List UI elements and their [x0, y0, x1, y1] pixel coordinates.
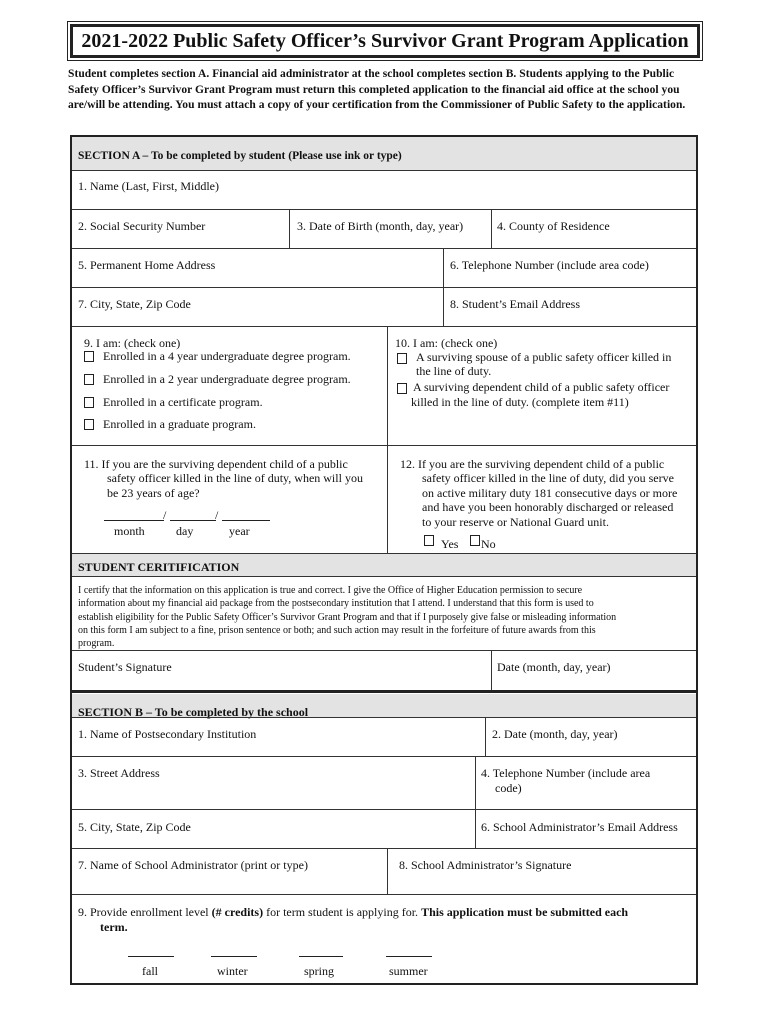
- q12-line2: safety officer killed in the line of duty, did you serve: [422, 471, 674, 485]
- q9-option-4yr: Enrolled in a 4 year undergraduate degree program.: [103, 349, 351, 363]
- q12-checkbox-no[interactable]: [470, 535, 480, 546]
- instructions: Student completes section A. Financial aid administrator at the school completes section B. Students applying to the Public Safety Officer’s Survivor Grant Program must return this completed application to the financial aid office at the school you are/will be attending. You must attach a copy of your certification from the Commissioner of Public Safety to the application.: [68, 68, 686, 111]
- q10-option-child-line2: killed in the line of duty. (complete item #11): [411, 395, 629, 409]
- q12-line5: to your reserve or National Guard unit.: [422, 515, 609, 529]
- q10-option-spouse-line1: A surviving spouse of a public safety officer killed in: [416, 350, 672, 364]
- field-admin-email[interactable]: 6. School Administrator’s Email Address: [481, 820, 678, 834]
- field-enrollment-level: 9. Provide enrollment level (# credits) for term student is applying for. This application must be submitted each: [78, 905, 629, 919]
- q10-label: 10. I am: (check one): [395, 336, 498, 350]
- section-b-header: SECTION B – To be completed by the school: [78, 705, 309, 719]
- q11-year-blank[interactable]: [222, 520, 270, 521]
- field-school-city-state-zip[interactable]: 5. City, State, Zip Code: [78, 820, 191, 834]
- q11-line1: 11. If you are the surviving dependent child of a public: [84, 457, 348, 471]
- field-school-telephone-line1[interactable]: 4. Telephone Number (include area: [481, 766, 651, 780]
- field-street-address[interactable]: 3. Street Address: [78, 766, 160, 780]
- q12-checkbox-yes[interactable]: [424, 535, 434, 546]
- page-title: 2021-2022 Public Safety Officer’s Survivor Grant Program Application: [70, 24, 700, 58]
- field-school-date[interactable]: 2. Date (month, day, year): [492, 727, 618, 741]
- q11-line2: safety officer killed in the line of duty, when will you: [107, 471, 363, 485]
- q11-day-blank[interactable]: [170, 520, 216, 521]
- q9-label: 9. I am: (check one): [84, 336, 181, 350]
- field-telephone[interactable]: 6. Telephone Number (include area code): [450, 258, 649, 272]
- section-a-header: SECTION A – To be completed by student (Please use ink or type): [78, 150, 402, 162]
- field-dob[interactable]: 3. Date of Birth (month, day, year): [297, 219, 464, 233]
- student-signature-date[interactable]: Date (month, day, year): [497, 660, 611, 674]
- field-enrollment-level-line2: term.: [100, 920, 128, 934]
- certification-text-line4: on this form I am subject to a fine, prison sentence or both; and such action may result in the forfeiture of future awards from this: [78, 625, 596, 636]
- q11-line3: be 23 years of age?: [107, 486, 200, 500]
- field-county[interactable]: 4. County of Residence: [497, 219, 610, 233]
- term-winter-label: winter: [217, 964, 248, 978]
- q10-option-child-line1: A surviving dependent child of a public safety officer: [413, 380, 670, 394]
- q11-slash-2: /: [215, 508, 219, 522]
- q9-checkbox-graduate[interactable]: [84, 419, 94, 430]
- q9-checkbox-2yr[interactable]: [84, 374, 94, 385]
- term-fall-label: fall: [142, 964, 158, 978]
- fall-credits-blank[interactable]: [128, 956, 174, 957]
- field-admin-signature[interactable]: 8. School Administrator’s Signature: [399, 858, 572, 872]
- certification-text-line1: I certify that the information on this application is true and correct. I give the Office of Higher Education permission to secure: [78, 585, 583, 596]
- term-summer-label: summer: [389, 964, 428, 978]
- q11-day-label: day: [176, 524, 194, 538]
- field-city-state-zip[interactable]: 7. City, State, Zip Code: [78, 297, 191, 311]
- q9-checkbox-4yr[interactable]: [84, 351, 94, 362]
- field-student-email[interactable]: 8. Student’s Email Address: [450, 297, 580, 311]
- q10-checkbox-spouse[interactable]: [397, 353, 407, 364]
- q12-line3: on active military duty 181 consecutive days or more: [422, 486, 678, 500]
- q9-checkbox-certificate[interactable]: [84, 397, 94, 408]
- q12-no-label: No: [481, 537, 496, 551]
- field-school-telephone-line2: code): [495, 781, 522, 795]
- certification-text-line5: program.: [78, 638, 115, 649]
- q12-line4: and have you been honorably discharged or released: [422, 500, 674, 514]
- q9-option-2yr: Enrolled in a 2 year undergraduate degree program.: [103, 372, 351, 386]
- q11-month-blank[interactable]: [104, 520, 164, 521]
- q12-line1: 12. If you are the surviving dependent child of a public: [400, 457, 665, 471]
- q11-year-label: year: [229, 524, 250, 538]
- q9-option-graduate: Enrolled in a graduate program.: [103, 417, 256, 431]
- spring-credits-blank[interactable]: [299, 956, 343, 957]
- field-home-address[interactable]: 5. Permanent Home Address: [78, 258, 216, 272]
- q10-checkbox-child[interactable]: [397, 383, 407, 394]
- field-ssn[interactable]: 2. Social Security Number: [78, 219, 206, 233]
- student-signature-field[interactable]: Student’s Signature: [78, 660, 172, 674]
- winter-credits-blank[interactable]: [211, 956, 257, 957]
- application-form: [70, 135, 698, 985]
- term-spring-label: spring: [304, 964, 334, 978]
- certification-text-line3: establish eligibility for the Public Safety Officer’s Survivor Grant Program and that if I purposely give false or misleading information: [78, 612, 617, 623]
- field-name[interactable]: 1. Name (Last, First, Middle): [78, 179, 219, 193]
- q12-yes-label: Yes: [441, 537, 459, 551]
- q11-month-label: month: [114, 524, 145, 538]
- q10-option-spouse-line2: the line of duty.: [416, 364, 492, 378]
- q11-slash-1: /: [163, 508, 167, 522]
- certification-header: STUDENT CERITIFICATION: [78, 560, 240, 574]
- field-admin-name[interactable]: 7. Name of School Administrator (print or type): [78, 858, 308, 872]
- q9-option-certificate: Enrolled in a certificate program.: [103, 395, 263, 409]
- certification-text-line2: information about my financial aid package from the postsecondary institution that I attend. I understand that this form is used to: [78, 598, 594, 609]
- summer-credits-blank[interactable]: [386, 956, 432, 957]
- field-institution-name[interactable]: 1. Name of Postsecondary Institution: [78, 727, 257, 741]
